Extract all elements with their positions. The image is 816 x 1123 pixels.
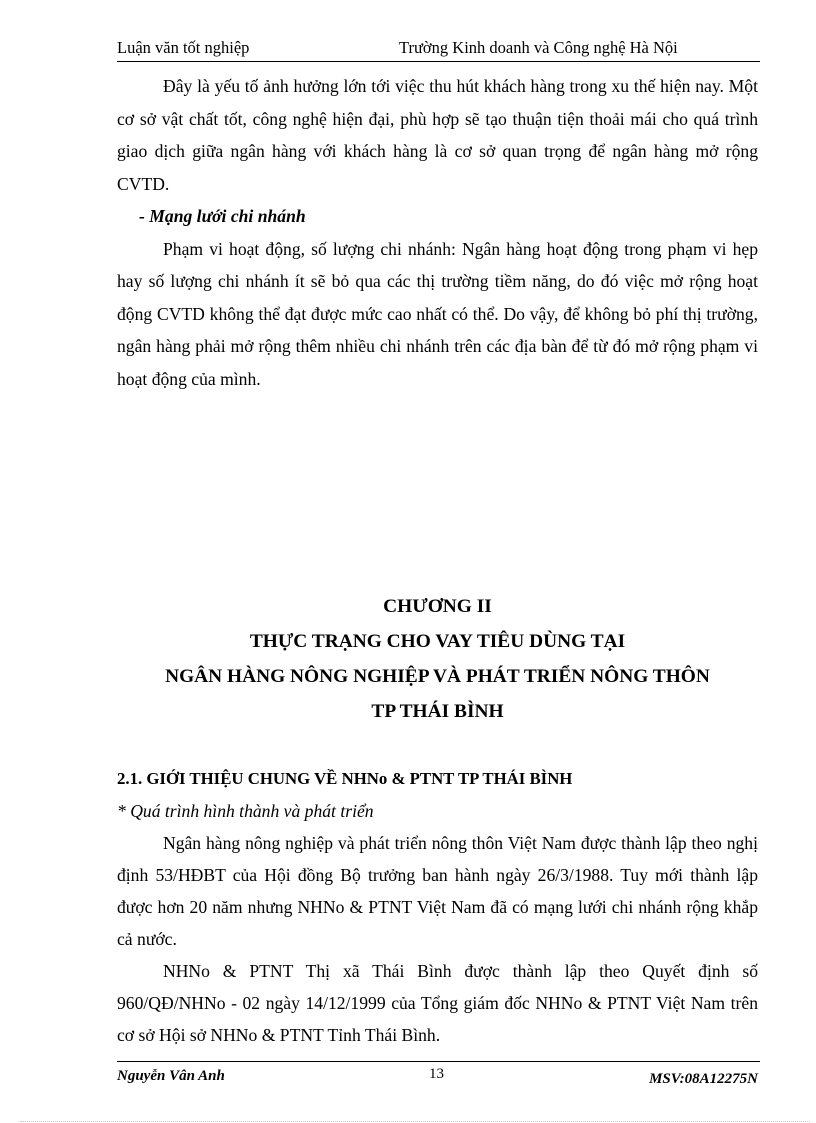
body-text-lower — [117, 763, 758, 1051]
header-school-name: Trường Kinh doanh và Công nghệ Hà Nội — [399, 38, 678, 57]
page-bottom-divider — [20, 1121, 810, 1122]
page-header — [117, 37, 760, 62]
section-subheading: * Quá trình hình thành và phát triển — [117, 801, 374, 821]
footer-author: Nguyễn Vân Anh — [117, 1068, 225, 1084]
chapter-heading — [117, 589, 758, 729]
chapter-number: CHƯƠNG II — [383, 596, 492, 617]
paragraph-founding: NHNo & PTNT Thị xã Thái Bình được thành lập theo Quyết định số 960/QĐ/NHNo - 02 ngày 14/12/1999 của Tổng giám đốc NHNo & PTNT Việt Nam trên cơ sở Hội sở NHNo & PTNT Tỉnh Thái Bình. — [117, 961, 758, 1045]
header-thesis-label: Luận văn tốt nghiệp — [117, 38, 250, 57]
body-text-upper — [117, 70, 758, 395]
paragraph-history: Ngân hàng nông nghiệp và phát triển nông thôn Việt Nam được thành lập theo nghị định 53/HĐBT của Hội đồng Bộ trưởng ban hành ngày 26/3/1988. Tuy mới thành lập được hơn 20 năm nhưng NHNo & PTNT Việt Nam đã có mạng lưới chi nhánh rộng khắp cả nước. — [117, 833, 758, 949]
footer-page-number: 13 — [429, 1066, 444, 1082]
footer-student-id: MSV:08A12275N — [649, 1071, 758, 1087]
section-heading: 2.1. GIỚI THIỆU CHUNG VỀ NHNo & PTNT TP THÁI BÌNH — [117, 769, 573, 788]
paragraph-facilities: Đây là yếu tố ảnh hưởng lớn tới việc thu hút khách hàng trong xu thế hiện nay. Một cơ sở vật chất tốt, công nghệ hiện đại, phù hợp sẽ tạo thuận tiện thoải mái cho quá trình giao dịch giữa ngân hàng với khách hàng là cơ sở quan trọng để ngân hàng mở rộng CVTD. — [117, 76, 758, 194]
chapter-title-line-3: TP THÁI BÌNH — [371, 701, 504, 722]
chapter-title-line-1: THỰC TRẠNG CHO VAY TIÊU DÙNG TẠI — [249, 631, 626, 652]
page-footer — [117, 1061, 760, 1094]
chapter-title-line-2: NGÂN HÀNG NÔNG NGHIỆP VÀ PHÁT TRIỂN NÔNG THÔN — [165, 666, 710, 687]
subheading-branch-network: - Mạng lưới chi nhánh — [139, 206, 306, 226]
paragraph-branch-network: Phạm vi hoạt động, số lượng chi nhánh: Ngân hàng hoạt động trong phạm vi hẹp hay số lượng chi nhánh ít sẽ bỏ qua các thị trường tiềm năng, do đó việc mở rộng hoạt động CVTD không thể đạt được mức cao nhất có thể. Do vậy, để không bỏ phí thị trường, ngân hàng phải mở rộng thêm nhiều chi nhánh trên các địa bàn để từ đó mở rộng phạm vi hoạt động của mình. — [117, 238, 758, 389]
